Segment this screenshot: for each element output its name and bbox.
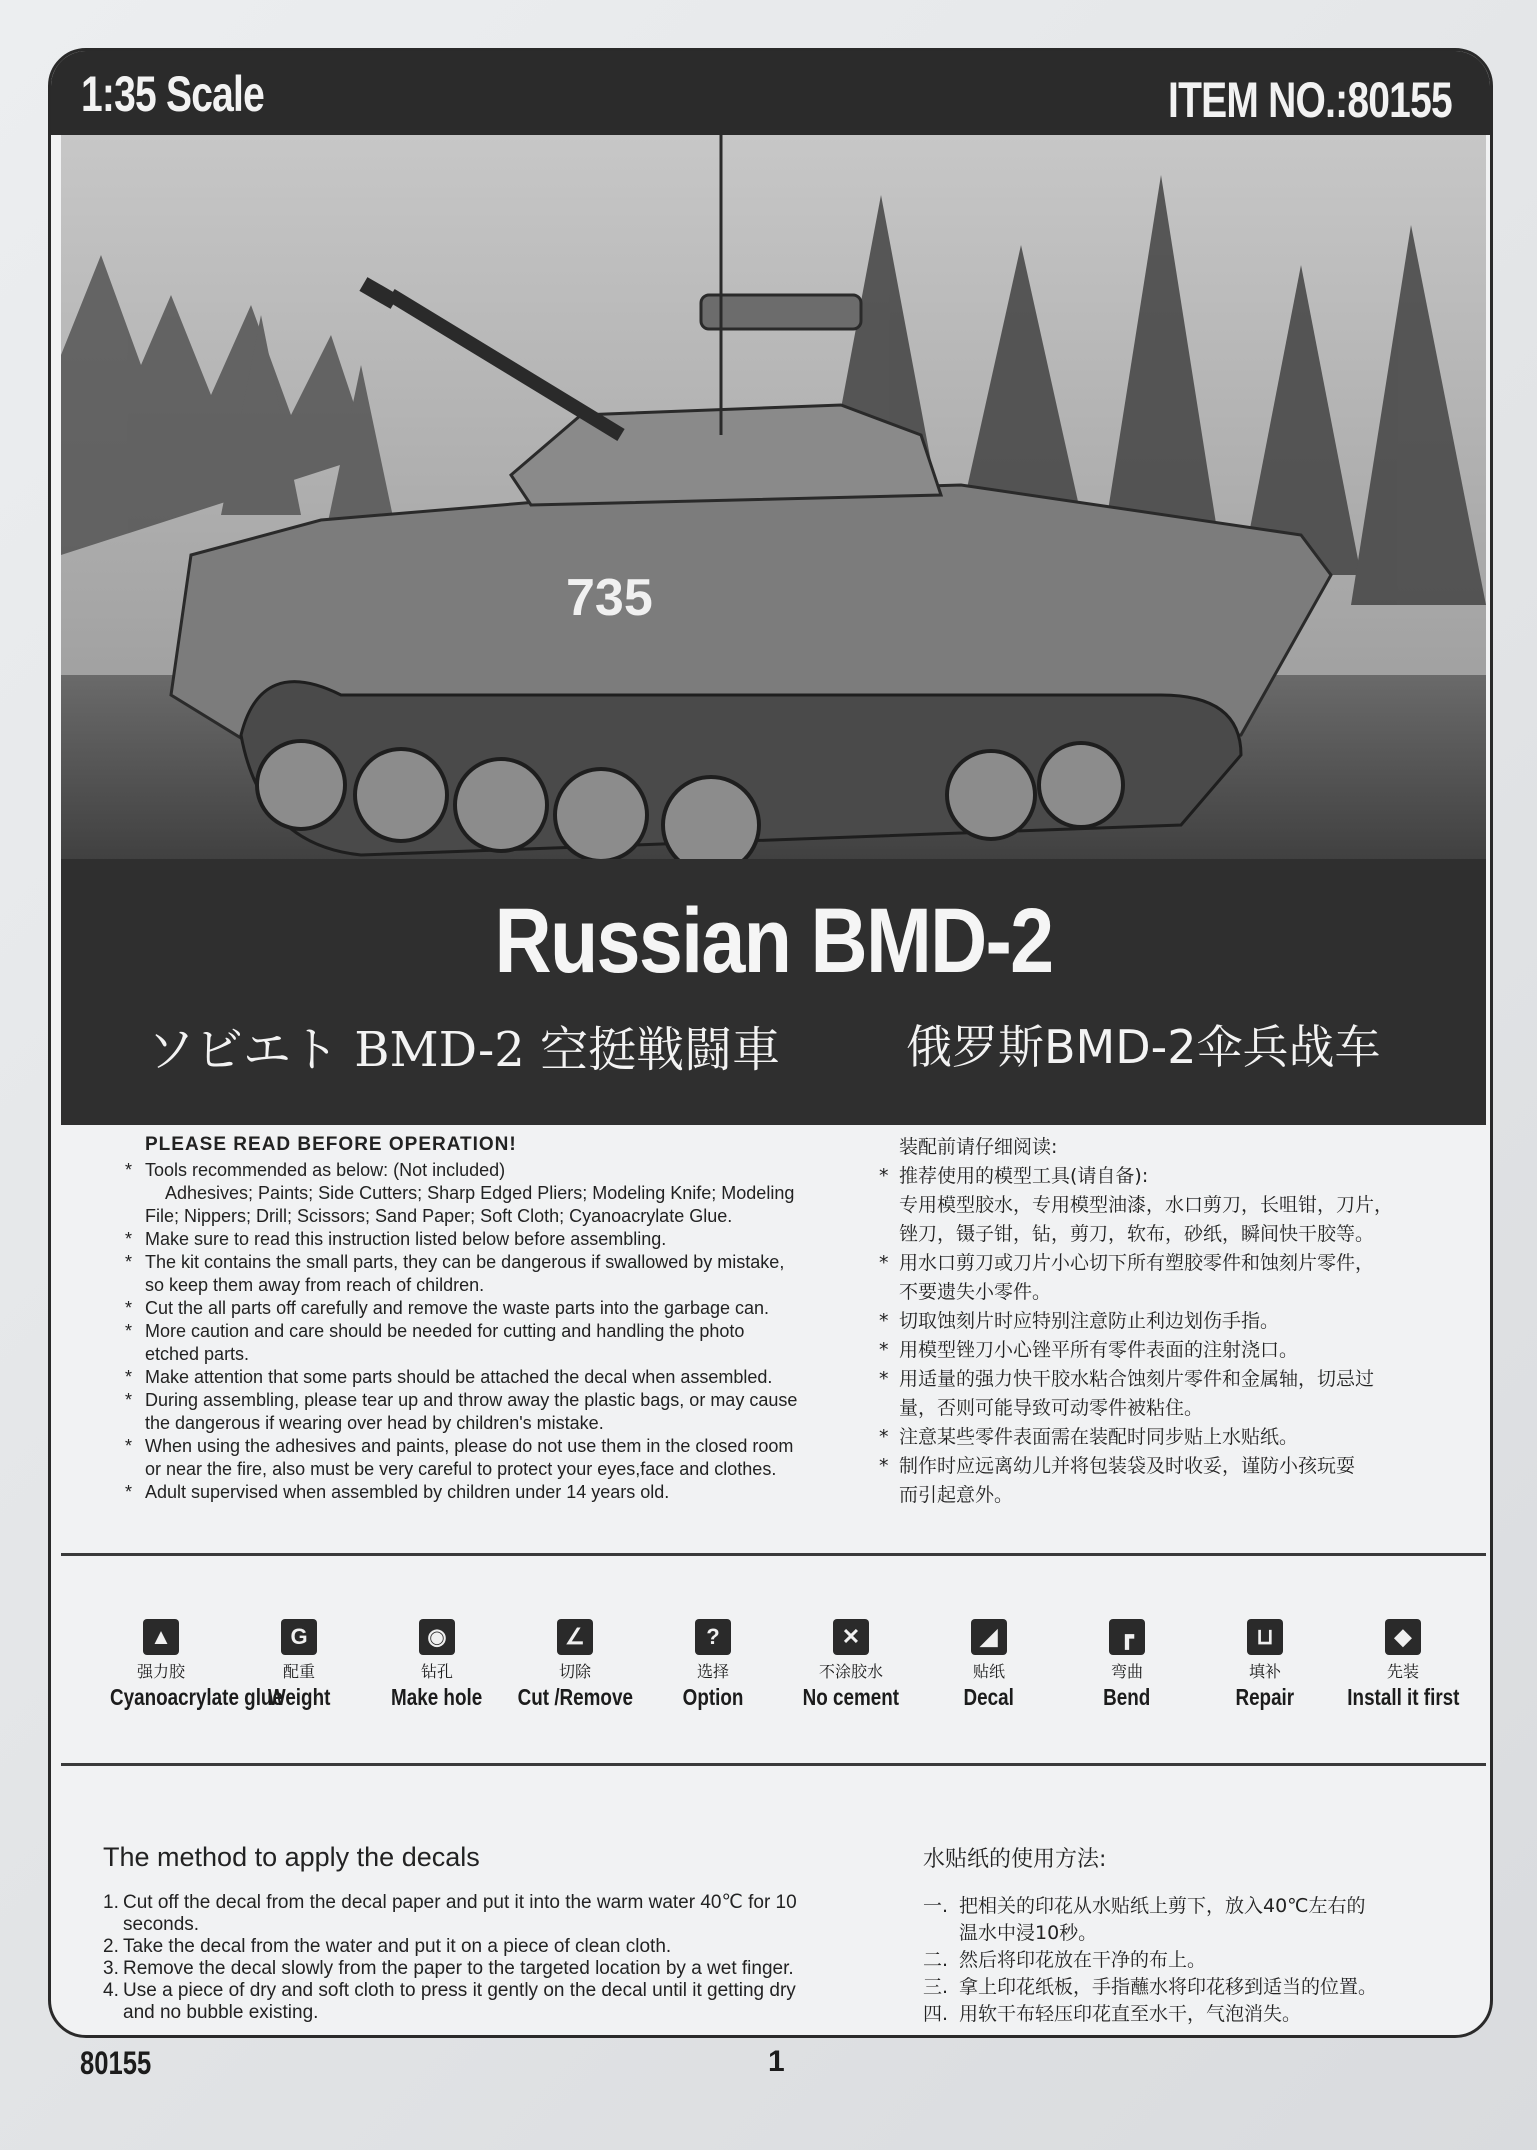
- step-text: 拿上印花纸板，手指蘸水将印花移到适当的位置。: [959, 1976, 1378, 1998]
- legend-label-en: Bend: [1103, 1684, 1151, 1710]
- legend-label-zh: 切除: [558, 1662, 591, 1681]
- precaution-item: [125, 1297, 885, 1320]
- bullet-star-icon: *: [879, 1339, 889, 1361]
- precaution-item: [125, 1228, 885, 1251]
- precaution-line: or near the fire, also must be very careful to protect your eyes,face and clothes.: [145, 1459, 777, 1479]
- legend-item-weight: [229, 1619, 369, 1711]
- precaution-line: Adhesives; Paints; Side Cutters; Sharp Edged Pliers; Modeling Knife; Modeling: [165, 1183, 795, 1203]
- step-text: Remove the decal slowly from the paper to the targeted location by a wet finger.: [123, 1958, 794, 1979]
- step-number: 3.: [103, 1958, 119, 1979]
- bullet-star-icon: *: [879, 1455, 889, 1477]
- precaution-item: [125, 1435, 885, 1481]
- precaution-line-zh: 不要遗失小零件。: [899, 1281, 1052, 1303]
- instruction-sheet: [48, 48, 1493, 2038]
- decal-step: [103, 1980, 933, 2024]
- precaution-line-zh: 注意某些零件表面需在装配时同步贴上水贴纸。: [899, 1426, 1299, 1448]
- divider-line: [61, 1763, 1486, 1766]
- precaution-line: Make attention that some parts should be attached the decal when assembled.: [145, 1367, 773, 1387]
- weight-icon: G: [281, 1619, 317, 1655]
- precaution-item: [125, 1366, 885, 1389]
- legend-label-en: Install it first: [1346, 1684, 1460, 1710]
- divider-line: [61, 1553, 1486, 1556]
- precaution-line: Tools recommended as below: (Not included): [145, 1160, 506, 1180]
- box-art-illustration: [61, 135, 1486, 941]
- footer-item-code: 80155: [80, 2045, 152, 2081]
- legend-label-en: Cut /Remove: [517, 1684, 633, 1710]
- step-number: 1.: [103, 1892, 119, 1913]
- step-number: 一.: [923, 1895, 949, 1917]
- legend-label-en: Option: [682, 1684, 744, 1710]
- bullet-star-icon: *: [125, 1321, 133, 1341]
- bullet-star-icon: *: [879, 1368, 889, 1390]
- chinese-title: 俄罗斯BMD-2伞兵战车: [906, 1020, 1381, 1074]
- decal-step: [103, 1892, 933, 1936]
- option-icon: ?: [695, 1619, 731, 1655]
- scale-label: 1:35 Scale: [81, 66, 265, 122]
- precaution-item-zh: [879, 1452, 1459, 1510]
- legend-item-decal: [919, 1619, 1059, 1711]
- glue-bottle-icon: ▲: [143, 1619, 179, 1655]
- decal-zh-step: [923, 1893, 1483, 1947]
- legend-label-zh: 填补: [1248, 1662, 1281, 1681]
- legend-label-en: Decal: [963, 1684, 1015, 1710]
- legend-label-zh: 选择: [696, 1662, 729, 1681]
- legend-label-zh: 钻孔: [420, 1662, 453, 1681]
- precaution-line: Adult supervised when assembled by children under 14 years old.: [145, 1482, 670, 1502]
- precaution-line: During assembling, please tear up and throw away the plastic bags, or may cause: [145, 1390, 798, 1410]
- install-first-icon: ◆: [1385, 1619, 1421, 1655]
- precaution-line-zh: 用模型锉刀小心锉平所有零件表面的注射浇口。: [899, 1339, 1299, 1361]
- step-text: Cut off the decal from the decal paper and put it into the warm water 40℃ for 10: [123, 1892, 797, 1913]
- precaution-line-zh: 量，否则可能导致可动零件被粘住。: [899, 1397, 1204, 1419]
- legend-label-en: No cement: [802, 1684, 900, 1710]
- decal-heading: The method to apply the decals: [103, 1842, 480, 1872]
- legend-label-zh: 不涂胶水: [818, 1662, 883, 1681]
- step-text: 把相关的印花从水贴纸上剪下，放入40℃左右的: [959, 1895, 1366, 1917]
- precaution-line-zh: 用水口剪刀或刀片小心切下所有塑胶零件和蚀刻片零件，: [899, 1252, 1375, 1274]
- precautions-heading-zh: 装配前请仔细阅读:: [899, 1136, 1058, 1158]
- no-cement-icon: ✕: [833, 1619, 869, 1655]
- legend-item-bend: [1057, 1619, 1197, 1711]
- bullet-star-icon: *: [879, 1165, 889, 1187]
- precaution-line: so keep them away from reach of children.: [145, 1275, 485, 1295]
- precaution-line: The kit contains the small parts, they can be dangerous if swallowed by mistake,: [145, 1252, 785, 1272]
- decal-zh-step: [923, 1947, 1483, 1974]
- legend-label-zh: 强力胶: [136, 1662, 185, 1681]
- precaution-item: [125, 1481, 885, 1504]
- decal-zh-step: [923, 2001, 1483, 2028]
- precautions-heading: PLEASE READ BEFORE OPERATION!: [145, 1134, 517, 1155]
- legend-item-cut: [505, 1619, 645, 1711]
- legend-item-no-cement: [781, 1619, 921, 1711]
- title-band: [61, 859, 1486, 1125]
- precautions-chinese: [879, 1133, 1459, 1510]
- precaution-line: File; Nippers; Drill; Scissors; Sand Paper; Soft Cloth; Cyanoacrylate Glue.: [145, 1206, 733, 1226]
- legend-item-install-first: [1333, 1619, 1473, 1711]
- precaution-line-zh: 推荐使用的模型工具(请自备):: [899, 1165, 1149, 1187]
- step-text: Take the decal from the water and put it on a piece of clean cloth.: [123, 1936, 672, 1957]
- legend-item-glue-bottle: [91, 1619, 283, 1711]
- decal-step: [103, 1958, 933, 1980]
- legend-item-drill: [367, 1619, 507, 1711]
- symbol-legend: [61, 1619, 1486, 1769]
- precaution-line-zh: 切取蚀刻片时应特别注意防止利边划伤手指。: [899, 1310, 1280, 1332]
- page-number: 1: [768, 2045, 785, 2078]
- product-title: Russian BMD-2: [494, 890, 1053, 992]
- legend-label-en: Weight: [267, 1684, 331, 1710]
- precaution-line: Make sure to read this instruction listed below before assembling.: [145, 1229, 667, 1249]
- precaution-item: [125, 1251, 885, 1297]
- bullet-star-icon: *: [879, 1310, 889, 1332]
- japanese-title: ソビエト BMD-2 空挺戦闘車: [147, 1022, 781, 1078]
- bullet-star-icon: *: [125, 1390, 133, 1410]
- decal-icon: ◢: [971, 1619, 1007, 1655]
- repair-icon: ⊔: [1247, 1619, 1283, 1655]
- precaution-line: the dangerous if wearing over head by children's mistake.: [145, 1413, 604, 1433]
- step-text: and no bubble existing.: [123, 2002, 319, 2023]
- bend-icon: ┏: [1109, 1619, 1145, 1655]
- step-text: 用软干布轻压印花直至水干，气泡消失。: [959, 2003, 1302, 2025]
- precaution-line: More caution and care should be needed for cutting and handling the photo: [145, 1321, 745, 1341]
- bullet-star-icon: *: [125, 1367, 133, 1387]
- precaution-item-zh: [879, 1365, 1459, 1423]
- precaution-item-zh: [879, 1162, 1459, 1249]
- bullet-star-icon: *: [125, 1298, 133, 1318]
- bullet-star-icon: *: [125, 1252, 133, 1272]
- step-text: 然后将印花放在干净的布上。: [959, 1949, 1207, 1971]
- precaution-item-zh: [879, 1307, 1459, 1336]
- step-number: 三.: [923, 1976, 949, 1998]
- decal-method-english: [103, 1842, 933, 2024]
- precaution-line-zh: 用适量的强力快干胶水粘合蚀刻片零件和金属轴，切忌过: [899, 1368, 1375, 1390]
- drill-icon: ◉: [419, 1619, 455, 1655]
- legend-label-en: Repair: [1235, 1684, 1295, 1710]
- bullet-star-icon: *: [125, 1160, 133, 1180]
- precaution-item-zh: [879, 1423, 1459, 1452]
- bullet-star-icon: *: [125, 1482, 133, 1502]
- precaution-item: [125, 1389, 885, 1435]
- legend-label-zh: 配重: [282, 1662, 315, 1681]
- step-number: 四.: [923, 2003, 949, 2025]
- legend-label-en: Make hole: [391, 1684, 483, 1710]
- decal-method-chinese: [923, 1846, 1483, 2028]
- step-text: Use a piece of dry and soft cloth to press it gently on the decal until it getting dry: [123, 1980, 796, 2001]
- precaution-line-zh: 而引起意外。: [899, 1484, 1014, 1506]
- tank-illustration: [61, 135, 1486, 941]
- bullet-star-icon: *: [125, 1229, 133, 1249]
- legend-item-option: [643, 1619, 783, 1711]
- legend-item-repair: [1195, 1619, 1335, 1711]
- legend-label-zh: 弯曲: [1110, 1662, 1143, 1681]
- precautions-english: [125, 1133, 885, 1504]
- precaution-item-zh: [879, 1249, 1459, 1307]
- bullet-star-icon: *: [879, 1252, 889, 1274]
- precaution-line-zh: 专用模型胶水，专用模型油漆，水口剪刀，长咀钳，刀片，: [899, 1194, 1394, 1216]
- precaution-item: [125, 1159, 885, 1228]
- decal-step: [103, 1936, 933, 1958]
- item-number: ITEM NO.:80155: [1168, 72, 1452, 128]
- step-text: 温水中浸10秒。: [959, 1922, 1098, 1944]
- cut-icon: ∠: [557, 1619, 593, 1655]
- legend-label-zh: 先装: [1386, 1662, 1419, 1681]
- header-bar: [51, 51, 1490, 135]
- precaution-line: Cut the all parts off carefully and remove the waste parts into the garbage can.: [145, 1298, 770, 1318]
- precaution-item-zh: [879, 1336, 1459, 1365]
- step-number: 二.: [923, 1949, 949, 1971]
- bullet-star-icon: *: [125, 1436, 133, 1456]
- step-number: 4.: [103, 1980, 119, 2001]
- legend-label-en: Cyanoacrylate glue: [109, 1684, 283, 1710]
- legend-label-zh: 贴纸: [972, 1662, 1005, 1681]
- step-number: 2.: [103, 1936, 119, 1957]
- decal-heading-zh: 水贴纸的使用方法:: [923, 1847, 1107, 1872]
- precaution-item: [125, 1320, 885, 1366]
- bullet-star-icon: *: [879, 1426, 889, 1448]
- precaution-line: When using the adhesives and paints, please do not use them in the closed room: [145, 1436, 794, 1456]
- precaution-line: etched parts.: [145, 1344, 250, 1364]
- decal-zh-step: [923, 1974, 1483, 2001]
- step-text: seconds.: [123, 1914, 200, 1935]
- precaution-line-zh: 锉刀，镊子钳，钻，剪刀，软布，砂纸，瞬间快干胶等。: [899, 1223, 1375, 1245]
- hull-number: 735: [566, 569, 653, 627]
- precaution-line-zh: 制作时应远离幼儿并将包装袋及时收妥，谨防小孩玩耍: [899, 1455, 1356, 1477]
